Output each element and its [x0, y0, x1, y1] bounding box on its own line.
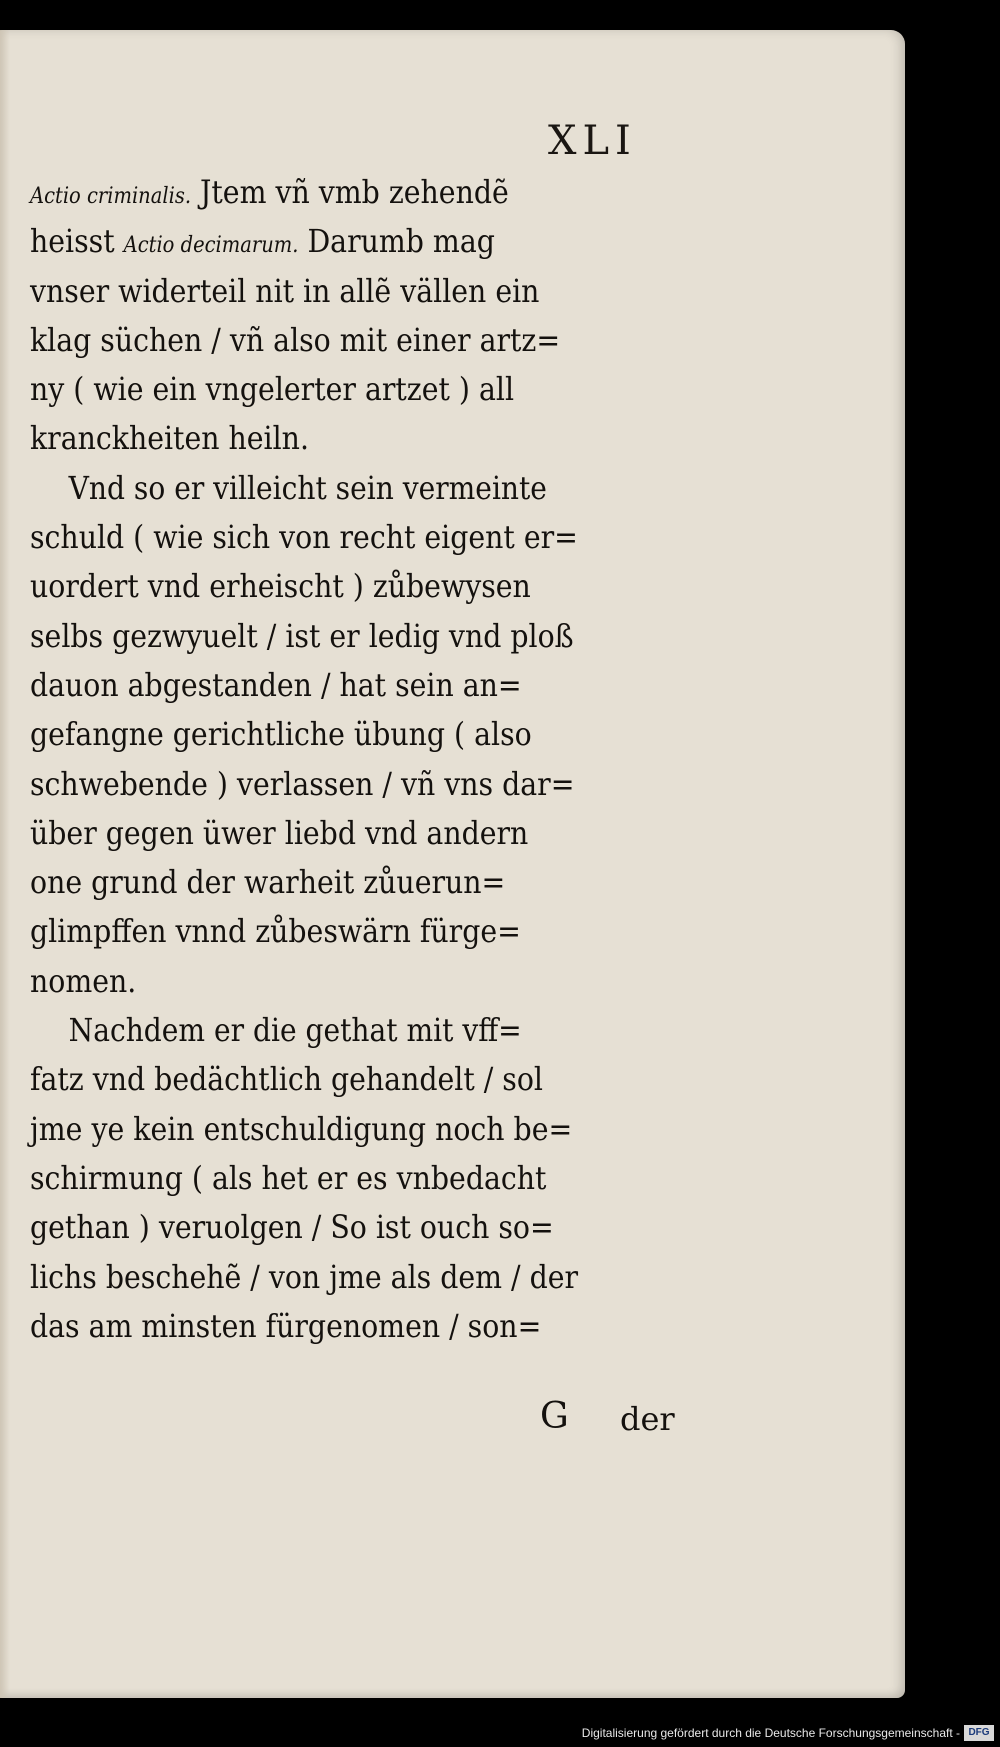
text-line — [30, 1154, 615, 1203]
text-line — [30, 414, 615, 463]
line-text: schuld ( wie sich von recht eigent er= — [30, 518, 578, 557]
folio-number: XLI — [548, 118, 637, 164]
text-line — [30, 267, 615, 316]
line-text: Vnd so er villeicht sein vermeinte — [68, 468, 547, 507]
text-line — [30, 612, 615, 661]
body-text — [30, 168, 690, 1351]
line-text: Jtem vñ vmb zehendẽ — [191, 173, 509, 211]
latin-gloss: Actio decimarum. — [123, 233, 299, 259]
line-text: heisst — [30, 222, 124, 261]
text-line — [30, 957, 615, 1006]
text-line — [30, 464, 609, 513]
line-text: das am minsten fürgenomen / son= — [30, 1306, 542, 1345]
dfg-logo: DFG — [964, 1725, 994, 1741]
text-line — [30, 365, 615, 414]
line-text: nomen. — [30, 961, 137, 1000]
line-text: schirmung ( als het er es vnbedacht — [30, 1158, 547, 1197]
text-line — [30, 710, 615, 759]
line-text: lichs beschehẽ / von jme als dem / der — [30, 1257, 579, 1296]
line-text: gefangne gerichtliche übung ( also — [30, 715, 532, 754]
text-line — [30, 168, 615, 217]
text-line — [30, 1302, 615, 1351]
text-line — [30, 1105, 615, 1154]
text-line — [30, 513, 615, 562]
line-text: kranckheiten heiln. — [30, 419, 309, 458]
line-text: über gegen üwer liebd vnd andern — [30, 813, 529, 852]
text-line — [30, 760, 615, 809]
line-text: gethan ) veruolgen / So ist ouch so= — [30, 1208, 554, 1247]
page-gutter-shadow — [0, 30, 10, 1698]
line-text: klag süchen / vñ also mit einer artz= — [30, 320, 561, 359]
line-text: uordert vnd erheischt ) zůbewysen — [30, 567, 531, 606]
line-text: one grund der warheit zůuerun= — [30, 863, 506, 902]
text-line — [30, 217, 615, 266]
line-text: glimpffen vnnd zůbeswärn fürge= — [30, 912, 521, 951]
text-line — [30, 661, 615, 710]
line-text: jme ye kein entschuldigung noch be= — [30, 1109, 573, 1148]
line-text: vnser widerteil nit in allẽ vällen ein — [30, 271, 540, 310]
footer-bar — [0, 1717, 1000, 1747]
latin-gloss: Actio criminalis. — [30, 184, 192, 209]
text-line — [30, 907, 615, 956]
text-line — [30, 562, 615, 611]
line-text: fatz vnd bedächtlich gehandelt / sol — [30, 1060, 543, 1099]
footer-credit: Digitalisierung gefördert durch die Deutsche Forschungsgemeinschaft - — [581, 1726, 960, 1740]
line-text: Darumb mag — [298, 222, 495, 261]
line-text: dauon abgestanden / hat sein an= — [30, 665, 522, 704]
signature-mark: G — [540, 1396, 569, 1437]
line-text: ny ( wie ein vngelerter artzet ) all — [30, 370, 515, 409]
text-line — [30, 858, 615, 907]
line-text: schwebende ) verlassen / vñ vns dar= — [30, 764, 575, 803]
text-line — [30, 1253, 615, 1302]
text-line — [30, 809, 615, 858]
text-line — [30, 1203, 615, 1252]
text-line — [30, 1055, 615, 1104]
catchword: der — [620, 1400, 675, 1438]
line-text: Nachdem er die gethat mit vff= — [68, 1011, 522, 1050]
text-line — [30, 316, 615, 365]
text-line — [30, 1006, 609, 1055]
line-text: selbs gezwyuelt / ist er ledig vnd ploß — [30, 616, 574, 655]
